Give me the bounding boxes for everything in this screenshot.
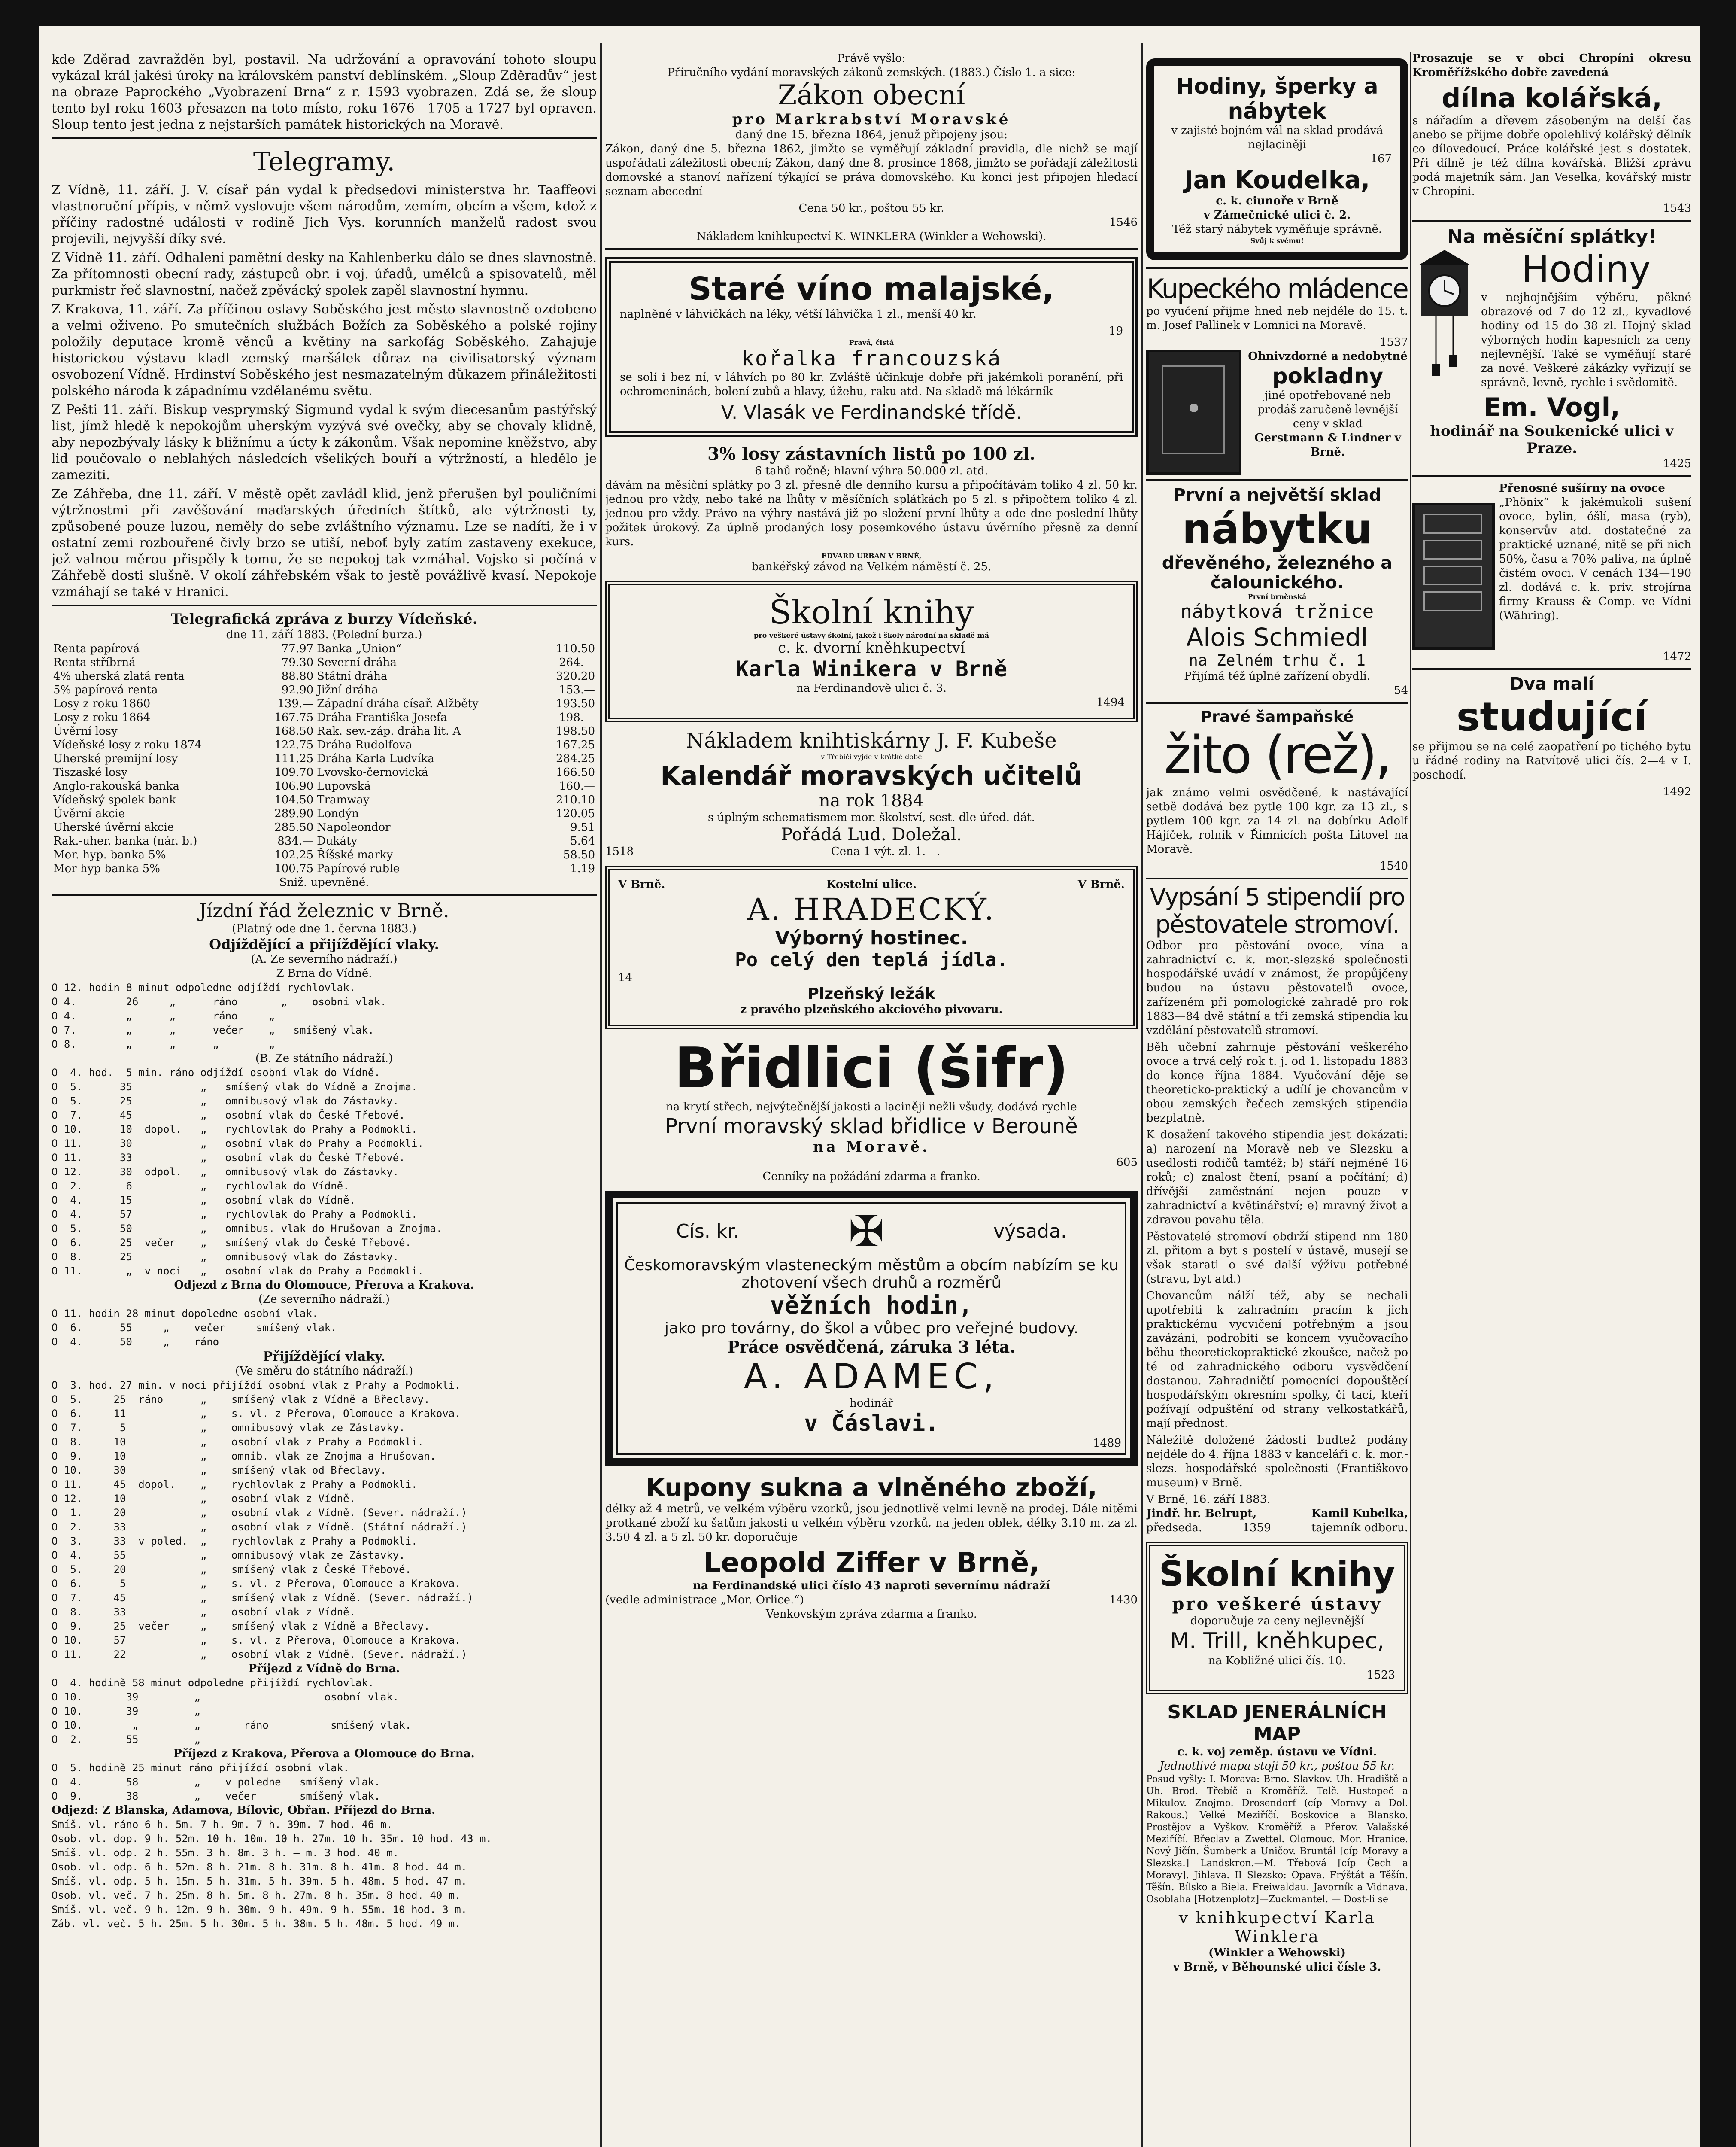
stipend-signature-2: Kamil Kubelka, (1311, 1507, 1408, 1520)
cloth-firm: Leopold Ziffer v Brně, (703, 1547, 1040, 1579)
rail-timetable: O 5. hodině 25 minut ráno přijíždí osobní vlak. O 4. 58 „ v poledne smíšený vlak. O 9. 38 „ večer smíšený vlak. (52, 1762, 380, 1802)
dryer-text: „Phönix“ k jakémukoli sušení ovoce, bylin, óšlí, masa (ryb), konservův atd. dostatečné za praktické uznané, nitě se při nich 50%, času a 70% paliva, na úplně čistém ovoci. V cenách 134—190 zl. dodává c. k. priv. strojírna firmy Krauss & Comp. ve Vídni (Währing). (1499, 496, 1691, 622)
exchange-name: 4% uherská zlatá renta (53, 670, 185, 683)
exchange-row (52, 642, 597, 656)
bonds-firm: EDVARD URBAN V BRNĚ, (821, 552, 922, 560)
rail-direction: Odjezd z Brna do Olomouce, Přerova a Krakova. (174, 1279, 474, 1292)
workshop-number: 1543 (1663, 202, 1691, 215)
zakon-line: Příručního vydání moravských zákonů zemských. (1883.) Číslo 1. a sice: (667, 66, 1076, 79)
exchange-value: 193.50 (556, 697, 595, 710)
bonds-address: bankéřský závod na Velkém náměstí č. 25. (751, 560, 992, 573)
hradecky-mid: Kostelní ulice. (826, 878, 917, 891)
stipend-roles (1146, 1521, 1408, 1535)
trill-name: M. Trill, kněhkupec, (1170, 1628, 1384, 1654)
tower-text: Českomoravským vlasteneckým městům a obcím nabízím se ku zhotovení všech druhů a rozměrů (624, 1256, 1119, 1292)
rail-direction: Z Brna do Vídně. (276, 967, 372, 980)
zakon-number: 1546 (1109, 216, 1138, 229)
exchange-name: Rak.-uher. banka (nár. b.) (53, 835, 197, 848)
stipend-signature-1: Jindř. hr. Belrupt, (1146, 1507, 1257, 1520)
trill-title: Školní knihy (1159, 1554, 1395, 1594)
workshop-text: s nářadím a dřevem zásobeným na delší čas anebo se přijme dobře opolehlivý kolářský dělník co dílovedoucí. Práce kolářské jest s dostatek. Při dílně je též dílna kovářská. Bližší zprávu podá majetník sám. Jan Veselka, kovářský mistr v Chropíni. (1412, 114, 1691, 198)
koudelka-end: Svůj k svému! (1250, 237, 1304, 245)
ad-school-books (605, 581, 1138, 722)
newspaper-page (39, 26, 1700, 2147)
exchange-name: Mor hyp banka 5% (53, 862, 160, 875)
clocks-title: Hodiny (1521, 248, 1651, 291)
exchange-value: 320.20 (556, 670, 595, 683)
slate-title: Břidlici (šifr) (674, 1035, 1069, 1101)
exchange-name: Uherské premijní losy (53, 752, 178, 765)
school-books-text: pro veškeré ústavy školní, jakož i školy národní na skladě má (754, 631, 989, 639)
safes-text-block (1247, 350, 1408, 475)
exchange-value: 285.50 (274, 821, 314, 834)
exchange-row (52, 752, 597, 766)
calendar-text: s úplným schematismem mor. školství, sest. dle úřed. dát. (708, 811, 1035, 824)
cuckoo-clock-icon (1412, 248, 1477, 377)
exchange-name: Lvovsko-černovická (317, 766, 428, 779)
maps-title: SKLAD JENERÁLNÍCH MAP (1167, 1701, 1387, 1745)
exchange-value: 834.— (277, 835, 314, 848)
dryer-head: Přenosné sušírny na ovoce (1499, 482, 1665, 495)
exchange-value: 167.75 (274, 711, 314, 724)
tower-job: hodinář (849, 1397, 894, 1410)
maps-firm: v knihkupectví Karla Winklera (1178, 1908, 1376, 1946)
column-4 (1412, 52, 1691, 2147)
stipend-role-1: předseda. (1146, 1521, 1202, 1534)
cloth-number: 1430 (1109, 1594, 1138, 1606)
dryer-icon (1412, 503, 1495, 650)
exchange-name: Dráha Františka Josefa (317, 711, 447, 724)
school-books-address: na Ferdinandově ulici č. 3. (796, 682, 947, 695)
exchange-value: 120.05 (556, 807, 595, 820)
exchange-name: Anglo-rakouská banka (53, 780, 180, 793)
rye-number: 1540 (1379, 860, 1408, 873)
zakon-date: daný dne 15. března 1864, jenuž připojeny jsou: (735, 128, 1008, 141)
divider (1146, 702, 1408, 704)
telegram-item: Z Pešti 11. září. Biskup vesprymský Sigmund vydal k svým diecesanům pastýřský list, jímž hledě k nepokojům uherským vyzývá své ovečky, aby se chovaly klidně, aby nepozbývaly lásky k bližnímu a úcty k zákonům. Však nepomine kněžstvo, aby lid poučovalo o neblahých následcích všelikých bouří a výtržností, a hledělo je zameziti. (52, 402, 597, 483)
zakon-subtitle: pro Markrabství Moravské (732, 111, 1011, 128)
exchange-value: 122.75 (274, 739, 314, 751)
divider (1412, 475, 1691, 477)
telegram-item: Ze Záhřeba, dne 11. září. V městě opět zavládl klid, jenž přerušen byl pouličními výtržnostmi při zavěšování maďarských úředních štítků, ale výtržnosti ty, způsobené pouze luzou, neměly do sebe zvláštního významu. Lze se nadíti, že i v ostatní zemi rozbouřené čivly brzo se utiší, neboť byly zatím zastaveny exekuce, jež valnou měrou přispěly k tomu, že se nepokoj tak vzmáhal. Vojsko si počíná v Záhřebě dosti slušně. V okolí záhřebském však to jestě povážlivě kvasí. Nepokoje vzmáhají se také v Hranici. (52, 487, 597, 599)
zakon-price: Cena 50 kr., poštou 55 kr. (798, 202, 944, 215)
exchange-row (52, 738, 597, 752)
telegrams-heading: Telegramy. (253, 147, 395, 177)
school-books-number: 1494 (1096, 696, 1125, 709)
exchange-value: 109.70 (274, 766, 314, 779)
exchange-row (52, 793, 597, 807)
exchange-row (52, 697, 597, 711)
telegram-item: Z Vídně 11. září. Odhalení pamětní desky na Kahlenberku dálo se dnes slavnostně. Za přítomnosti obecní rady, zástupců obr. i voj. úřadů, umělců a spisovatelů, měl purkmistr řeč slavnostní, načež zpěvácký spolek zapěl slavnostní hymnu. (52, 250, 597, 298)
exchange-row (52, 711, 597, 724)
exchange-row (52, 656, 597, 669)
hradecky-left: V Brně. (618, 878, 665, 891)
exchange-row (52, 862, 597, 876)
students-head: Dva malí (1509, 674, 1594, 694)
exchange-value: 88.80 (281, 670, 314, 683)
wine-number: 19 (1108, 325, 1123, 338)
exchange-row (52, 724, 597, 738)
exchange-name: Severní dráha (317, 656, 397, 669)
dryer-number: 1472 (1663, 650, 1691, 663)
furniture-subtitle-3: nábytková tržnice (1180, 601, 1374, 623)
exchange-value: 104.50 (274, 794, 314, 806)
koudelka-address-2: v Zámečnické ulici č. 2. (1203, 209, 1351, 222)
stipend-number: 1359 (1242, 1521, 1271, 1534)
zakon-publisher: Nákladem knihkupectví K. WINKLERA (Winkler a Wehowski). (696, 230, 1047, 243)
safes-title: pokladny (1272, 364, 1384, 389)
furniture-firm: Alois Schmiedl (1186, 623, 1368, 652)
hradecky-number: 14 (618, 971, 633, 984)
eagle-icon: ✠ (848, 1206, 885, 1256)
ad-safes (1146, 350, 1408, 475)
rail-timetable: O 4. hodině 58 minut odpoledne přijíždí rychlovlak. O 10. 39 „ osobní vlak. O 10. 39 „ O 10. „ „ ráno smíšený vlak. O 2. 55 „ (52, 1677, 412, 1746)
rail-direction: (A. Ze severního nádraží.) (251, 953, 398, 966)
furniture-title: nábytku (1182, 505, 1372, 553)
exchange-value: 9.51 (570, 821, 595, 834)
safes-text: jiné opotřebované neb prodáš zaručeně levnější ceny v sklad (1257, 389, 1398, 430)
trill-text: doporučuje za ceny nejlevnější (1190, 1615, 1364, 1627)
exchange-value: 153.— (559, 684, 595, 696)
stipend-paragraph: Pěstovatelé stromoví obdrží stipend nm 180 zl. přitom a byt s postelí v ústavě, musejí se však starati o své další výživu potřebné (stravu, byt atd.) (1146, 1230, 1408, 1286)
koudelka-address: c. k. ciunoře v Brně (1216, 195, 1338, 207)
stipend-paragraph: Odbor pro pěstování ovoce, vína a zahradnictví c. k. mor.-slezské společnosti hospodářské uvádí v známost, že propůjčeny budou na ústavu pěstovatelů ovoce, zařízeném při pomologické zahradě pro rok 1883—84 dvě státní a tři zemská stipendia ku vzdělání pěstovatelů stromoví. (1146, 939, 1408, 1037)
rye-title: žito (rež), (1164, 726, 1390, 785)
cloth-footer (605, 1593, 1138, 1607)
clocks-text: v nejhojnějším výběru, pěkné obrazové od 7 do 12 zl., kyvadlové hodiny od 15 do 38 zl. Hojný sklad výborných hodin kapesních za ceny nejlevnější. Také se vyměňují staré za nové. Veškeré zákázky vyřizují se správně, levně, rychle i svědomitě. (1481, 291, 1691, 389)
tower-name: A. ADAMEC, (744, 1356, 999, 1396)
slate-text: na krytí střech, nejvýtečnější jakosti a laciněji nežli všudy, dodává rychle (666, 1101, 1077, 1113)
rail-timetable: O 4. hod. 5 min. ráno odjíždí osobní vlak do Vídně. O 5. 35 „ smíšený vlak do Vídně a Znojma. O 5. 25 „ omnibusový vlak do Zástavky. O 7. 45 „ osobní vlak do České Třebové. O 10. 10 dopol. „ rychlovlak do Prahy a Podmokli. O 11. 30 „ osobní vlak do Prahy a Podmokli. O 11. 33 „ osobní vlak do České Třebové. O 12. 30 odpol. „ omnibusový vlak do Zástavky. O 2. 6 „ rychlovlak do Vídně. O 4. 15 „ osobní vlak do Vídně. O 4. 57 „ rychlovlak do Prahy a Podmokli. O 5. 50 „ omnibus. vlak do Hrušovan a Znojma. O 6. 25 večer „ smíšený vlak do České Třebové. O 8. 25 „ omnibusový vlak do Zástavky. O 11. „ v noci „ osobní vlak do Prahy a Podmokli. (52, 1067, 443, 1277)
rail-direction: Příjezd z Vídně do Brna. (248, 1662, 400, 1675)
bonds-subtitle: 6 tahů ročně; hlavní výhra 50.000 zl. atd. (755, 465, 988, 477)
exchange-row (52, 779, 597, 793)
exchange-value: 167.25 (556, 739, 595, 751)
wine-title: Staré víno malajské, (689, 271, 1054, 307)
tower-right: výsada. (993, 1220, 1067, 1242)
exchange-value: 1.19 (570, 862, 595, 875)
rail-subheading: Odjíždějící a přijíždějící vlaky. (209, 936, 439, 952)
calendar-publisher: Nákladem knihtiskárny J. F. Kubeše (686, 729, 1057, 753)
safe-icon (1146, 350, 1241, 475)
exchange-value: 111.25 (274, 752, 314, 765)
exchange-value: 289.90 (274, 807, 314, 820)
tower-text-3: Práce osvědčená, záruka 3 léta. (727, 1337, 1016, 1356)
exchange-value: 5.64 (570, 835, 595, 848)
furniture-subtitle: dřevěného, železného a čalounického. (1162, 553, 1393, 593)
slate-prices: Cenníky na požádání zdarma a franko. (762, 1170, 980, 1183)
divider (52, 605, 597, 606)
hradecky-header (618, 878, 1125, 892)
exchange-name: Renta papírová (53, 642, 140, 655)
exchange-value: 264.— (559, 656, 595, 669)
wine-text: naplněné v láhvičkách na léky, větší láhvička 1 zl., menší 40 kr. (620, 308, 977, 321)
exchange-value: 102.25 (274, 848, 314, 861)
hradecky-text: Po celý den teplá jídla. (735, 949, 1008, 971)
rail-timetable: Smíš. vl. ráno 6 h. 5m. 7 h. 9m. 7 h. 39m. 7 hod. 46 m. Osob. vl. dop. 9 h. 52m. 10 h. 10m. 10 h. 27m. 10 h. 35m. 10 hod. 43 m. Smíš. vl. odp. 2 h. 55m. 3 h. 8m. 3 h. — m. 3 hod. 40 m. Osob. vl. odp. 6 h. 52m. 8 h. 21m. 8 h. 31m. 8 h. 41m. 8 hod. 44 m. Smíš. vl. odp. 5 h. 15m. 5 h. 31m. 5 h. 39m. 5 h. 48m. 5 hod. 47 m. Osob. vl. več. 7 h. 25m. 8 h. 5m. 8 h. 27m. 8 h. 35m. 8 hod. 40 m. Smíš. vl. več. 9 h. 12m. 9 h. 30m. 9 h. 49m. 9 h. 55m. 10 hod. 3 m. Záb. vl. več. 5 h. 25m. 5 h. 30m. 5 h. 38m. 5 h. 48m. 5 hod. 49 m. (52, 1819, 492, 1930)
students-number: 1492 (1663, 785, 1691, 798)
trill-subtitle: pro veškeré ústavy (1172, 1594, 1382, 1614)
calendar-editor: Pořádá Lud. Doležal. (781, 825, 962, 845)
exchange-name: Úvěrní akcie (53, 807, 125, 820)
exchange-name: Renta stříbrná (53, 656, 136, 669)
exchange-value: 284.25 (556, 752, 595, 765)
stipend-paragraph: Běh učební zahrnuje pěstování veškerého ovoce a trvá celý rok t. j. od 1. listopadu 1883 do konce října 1884. Vyučování děje se theoreticko-praktický a udílí je chovancům v obou zemských řečech zemských stipendia bezplatně. (1146, 1041, 1408, 1125)
exchange-value: 198.50 (556, 725, 595, 738)
rye-head: Pravé šampaňské (1200, 708, 1354, 726)
column-rule (1410, 52, 1411, 2147)
dryer-ad (1412, 481, 1691, 650)
column-3 (1146, 52, 1408, 2147)
tower-left: Cís. kr. (676, 1220, 740, 1242)
calendar-price: Cena 1 výt. zl. 1.—. (831, 845, 941, 858)
divider (1146, 479, 1408, 481)
cloth-text: délky až 4 metrů, ve velkém výběru vzorků, jsou jednotlivě velmi levně na prodej. Dále nitěmi protkané zboží ku šatům jakosti u velkém výběru vzorků, na jeden oblek, délky 3.10 m. za zl. 3.50 4 zl. a 5 zl. 50 kr. doporučuje (605, 1502, 1138, 1544)
koudelka-text: v zajisté bojném vál na sklad prodává nejlaciněji (1171, 124, 1383, 151)
exchange-name: Uherské úvěrní akcie (53, 821, 174, 834)
maps-firm-2: (Winkler a Wehowski) (1208, 1946, 1346, 1959)
column-1 (52, 52, 597, 2147)
maps-subtitle: c. k. voj zeměp. ústavu ve Vídni. (1177, 1746, 1377, 1758)
exchange-value: 92.90 (281, 684, 314, 696)
students-title: studující (1456, 694, 1648, 740)
ad-wine (605, 257, 1138, 437)
rail-direction: (B. Ze státního nádraží.) (255, 1052, 393, 1065)
exchange-name: Západní dráha císař. Alžběty (317, 697, 479, 710)
exchange-name: Dráha Rudolfova (317, 739, 412, 751)
exchange-row (52, 766, 597, 779)
slate-place: na Moravě. (813, 1138, 930, 1156)
exchange-value: 210.10 (556, 794, 595, 806)
ad-koudelka (1146, 58, 1408, 260)
rye-text: jak známo velmi osvědčené, k nastávající setbě dodává bez pytle 100 kgr. za 13 zl., s pytlem 100 kgr. za 14 zl. na dobírku Adolf Hájíček, rolník v Římnicích pošta Litovel na Moravě. (1146, 786, 1408, 856)
rail-valid: (Platný ode dne 1. června 1883.) (232, 922, 416, 935)
telegram-item: Z Krakova, 11. září. Za příčinou oslavy Soběského jest město slavnostně ozdobeno a velmi oživeno. Po smutečních službách Božích za Soběského a polské rojiny položily deputace kromě věnců a květiny na sarkofág Soběského. Zahajuje historickou výstavu kladl zemský maršálek důraz na civilisatorský význam osvobození Vídně. Hrdinství Soběského jest nesmazatelným důkazem přináležitosti polského národa k západnímu vzdělanému světu. (52, 302, 597, 398)
stipend-role-2: tajemník odboru. (1311, 1521, 1408, 1534)
ad-tower-clocks (605, 1191, 1138, 1466)
bonds-title: 3% losy zástavních listů po 100 zl. (707, 444, 1035, 464)
divider (1412, 220, 1691, 222)
calendar-footer (605, 845, 1138, 859)
cloth-address: na Ferdinandské ulici číslo 43 naproti severnímu nádraží (692, 1579, 1050, 1592)
clocks-text-block (1481, 248, 1691, 392)
stipend-title: Vypsání 5 stipendií pro pěstovatele stromoví. (1150, 883, 1405, 939)
safes-head: Ohnivzdorné a nedobytné (1248, 350, 1408, 363)
calendar-year: na rok 1884 (819, 791, 924, 811)
telegram-item: Z Vídně, 11. září. J. V. císař pán vydal k předsedovi ministerstva hr. Taaffeovi vlastnoruční přípis, v němž vyslovuje všem národům, zemím, obcím a všem, kdož z příčiny radostné události v rodině Jich Vys. korunních manželů radost svou projevili, nejvyšší díky své. (52, 182, 597, 246)
koudelka-title: Hodiny, šperky a nábytek (1176, 74, 1378, 124)
divider (52, 137, 597, 139)
exchange-name: Jižní dráha (317, 684, 378, 696)
exchange-row (52, 821, 597, 834)
exchange-value: 106.90 (274, 780, 314, 793)
exchange-name: Státní dráha (317, 670, 388, 683)
koudelka-number: 167 (1370, 152, 1392, 165)
rail-direction: (Ze severního nádraží.) (258, 1293, 390, 1306)
exchange-value: 160.— (559, 780, 595, 793)
rail-timetable: O 12. hodin 8 minut odpoledne odjíždí rychlovlak. O 4. 26 „ ráno „ osobní vlak. O 4. „ „ ráno „ O 7. „ „ večer „ smíšený vlak. O 8. „ „ „ „ (52, 982, 387, 1050)
hradecky-right: V Brně. (1077, 878, 1125, 891)
exchange-name: Losy z roku 1860 (53, 697, 151, 710)
divider (1146, 878, 1408, 879)
apprentice-text: po vyučení přijme hned neb nejdéle do 15. t. m. Josef Pallinek v Lomnici na Moravě. (1146, 305, 1408, 332)
exchange-value: 110.50 (556, 642, 595, 655)
apprentice-number: 1537 (1379, 336, 1408, 349)
furniture-number: 54 (1393, 684, 1408, 697)
exchange-value: 77.97 (281, 642, 314, 655)
intro-paragraph: kde Zděrad zavražděn byl, postavil. Na udržování a opravování tohoto sloupu vykázal král jakési úroky na královském panství deblínském. „Sloup Zděradův“ jest na obraze Paprockého „Vyobrazení Brna“ z r. 1593 vyobrazen. Zdá se, že sloup tento byl roku 1603 přesazen na toto místo, roku 1676—1705 a 1727 byl opraven. Sloup tento jest jedna z nejstarších památek historických na Moravě. (52, 52, 597, 132)
cloth-end: Venkovským zpráva zdarma a franko. (765, 1608, 977, 1621)
divider (52, 894, 597, 896)
exchange-value: 58.50 (563, 848, 595, 861)
cloth-address-2: (vedle administrace „Mor. Orlice.“) (605, 1594, 804, 1606)
exchange-name: Tramway (317, 794, 370, 806)
workshop-title: dílna kolářská, (1442, 82, 1662, 114)
exchange-row (52, 834, 597, 848)
stipend-date: V Brně, 16. září 1883. (1146, 1493, 1271, 1506)
exchange-name: Rak. sev.-záp. dráha lit. A (317, 725, 461, 738)
column-2 (605, 52, 1138, 2147)
furniture-head: První a největší sklad (1173, 485, 1381, 505)
tower-header (622, 1206, 1121, 1256)
stipend-paragraph: K dosažení takového stipendia jest dokázati: a) narození na Moravě neb ve Slezsku a usedlosti rodičů tamtéž; b) stáří nejméně 16 roků; c) znalost čtení, psaní a počítání; d) dřívější zaměstnání nejen pouze v zahradnictví a květinářství; e) mravný život a zdravou povahu těla. (1146, 1128, 1408, 1226)
clocks-job: hodinář na Soukenické ulici v Praze. (1430, 423, 1674, 457)
apprentice-title: Kupeckého mládence (1147, 273, 1408, 304)
exchange-name: Říšské marky (317, 848, 393, 861)
exchange-name: Vídeňské losy z roku 1874 (53, 739, 202, 751)
exchange-name: Papírové ruble (317, 862, 400, 875)
maps-price: Jednotlivé mapa stojí 50 kr., poštou 55 kr. (1159, 1760, 1395, 1773)
exchange-name: Úvěrní losy (53, 725, 118, 738)
zakon-pre: Právě vyšlo: (837, 52, 906, 65)
exchange-heading: Telegrafická zpráva z burzy Vídeňské. (170, 611, 478, 628)
exchange-value: 198.— (559, 711, 595, 724)
workshop-top: Prosazuje se v obci Chropíni okresu Kroměřížského dobře zavedená (1412, 52, 1691, 79)
stipend-paragraph: Náležitě doložené žádosti budtež podány nejdéle do 4. října 1883 v kanceláři c. k. mor.-slezs. hospodářské společnosti (Františkovo museum) v Brně. (1146, 1434, 1408, 1489)
koudelka-text-2: Též starý nábytek vyměňuje správně. (1172, 223, 1382, 236)
hradecky-name: A. HRADECKÝ. (747, 892, 995, 927)
exchange-name: Banka „Union“ (317, 642, 402, 655)
exchange-name: Lupovská (317, 780, 371, 793)
hradecky-subtitle: Výborný hostinec. (775, 927, 968, 949)
exchange-name: Londýn (317, 807, 359, 820)
divider (605, 248, 1138, 250)
clocks-head: Na měsíční splátky! (1447, 226, 1657, 248)
rail-direction: Příjezd z Krakova, Přerova a Olomouce do Brna. (173, 1747, 475, 1760)
exchange-name: Vídeňský spolek bank (53, 794, 176, 806)
brandy-text: se solí i bez ní, v láhvích po 80 kr. Zvláště účinkuje dobře při jakémkoli poranění, při ochromeninách, bolení zubů a hlavy, úžehu, raku atd. Na skladě má lékárník (620, 371, 1123, 398)
exchange-row (52, 669, 597, 683)
trill-number: 1523 (1366, 1669, 1395, 1682)
hradecky-beer-text: z pravého plzeňského akciového pivovaru. (740, 1003, 1003, 1016)
zakon-title: Zákon obecní (777, 79, 965, 111)
furniture-subtitle-2: První brněnská (1247, 593, 1307, 601)
exchange-name: Dukáty (317, 835, 358, 848)
zakon-text: Zákon, daný dne 5. března 1862, jimžto se vyměřují základní pravidla, dle nichž se mají uspořádati záležitosti obecní; Zákon, daný dne 8. prosince 1868, jimžto se pořádají záležitosti domovské a stanoví nařízení týkající se práva domovského. Ku konci jest připojen hledací seznam abecední (605, 143, 1138, 198)
tower-town: v Čáslavi. (804, 1411, 939, 1436)
exchange-name: Tiszaské losy (53, 766, 127, 779)
slate-firm: První moravský sklad břidlice v Berouně (665, 1114, 1078, 1138)
furniture-address: na Zelném trhu č. 1 (1189, 652, 1366, 669)
bonds-text: dávám na měsíční splátky po 3 zl. přesně dle denního kursu a připočítávám toliko 4 zl. 50 kr. jednou pro vždy, nebo také na lhůty v měsíčních splátkách po 5 zl. s připočtem toliko 4 zl. jednou pro vždy. Právo na výhry nastává již po složení první lhůty a ode dne poslední lhůty požitek úrokový. Za úplně prodaných losy posemkového ústavu úvěrního přesně za denní kurs. (605, 479, 1138, 548)
brandy-title: kořalka francouzská (741, 347, 1002, 371)
calendar-publisher-line: v Třebíči vyjde v krátké době (821, 753, 922, 761)
calendar-title: Kalendář moravských učitelů (660, 761, 1083, 791)
dryer-text-block (1499, 481, 1691, 650)
exchange-name: Napoleondor (317, 821, 391, 834)
students-text: se přijmou se na celé zaopatření po tichého bytu u řádné rodiny na Ratvítově ulici čís. 2—4 v I. poschodí. (1412, 740, 1691, 782)
rail-heading: Jízdní řád železnic v Brně. (199, 900, 449, 922)
clocks-number: 1425 (1663, 457, 1691, 470)
exchange-row (52, 848, 597, 862)
divider (1146, 267, 1408, 269)
tower-text-2: jako pro továrny, do škol a vůbec pro veřejné budovy. (665, 1320, 1078, 1337)
school-books-firm: c. k. dvorní kněhkupectví (778, 639, 965, 657)
exchange-table (52, 642, 597, 876)
rail-timetable: O 11. hodin 28 minut dopoledne osobní vlak. O 6. 55 „ večer smíšený vlak. O 4. 50 „ ráno (52, 1308, 337, 1348)
divider (1412, 668, 1691, 670)
exchange-name: Losy z roku 1864 (53, 711, 151, 724)
rail-arrivals-heading: Přijíždějící vlaky. (263, 1349, 385, 1364)
stipend-signatures (1146, 1507, 1408, 1521)
column-rule (600, 43, 602, 2147)
pharmacist: V. Vlasák ve Ferdinandské třídě. (721, 401, 1022, 423)
exchange-note: Sniž. upevněné. (279, 876, 369, 889)
exchange-name: Mor. hyp. banka 5% (53, 848, 166, 861)
maps-address: v Brně, v Běhounské ulici čísle 3. (1173, 1961, 1381, 1974)
exchange-name: Dráha Karla Ludvíka (317, 752, 434, 765)
calendar-number: 1518 (605, 845, 634, 858)
rail-direction: Odjezd: Z Blanska, Adamova, Bílovic, Obřan. Příjezd do Brna. (52, 1804, 436, 1817)
stipend-paragraph: Chovancům nálží též, aby se nechali upotřebiti k zahradním pracím k jich praktickému vycvičení potřebným a jsou zavázáni, podrobiti se koncem vyučovacího běhu theoretickopraktické zkoušce, načež po té od zahradnického odboru vysvědčení dostanou. Zahradničtí pomocníci dopouštěcí hospodářským okresním spolky, či tací, kteří požívají odpuštění od strany velkostatkářů, mají přednost. (1146, 1289, 1408, 1430)
cloth-title: Kupony sukna a vlněného zboží, (646, 1473, 1097, 1502)
tower-title: věžních hodin, (770, 1292, 973, 1320)
column-rule (1141, 43, 1143, 2147)
safes-firm: Gerstmann & Lindner v Brně. (1254, 432, 1401, 459)
school-books-firm-name: Karla Winikera v Brně (735, 657, 1008, 681)
ad-hradecky (605, 866, 1138, 1029)
exchange-value: 79.30 (281, 656, 314, 669)
exchange-value: 166.50 (556, 766, 595, 779)
rail-timetable: O 3. hod. 27 min. v noci přijíždí osobní vlak z Prahy a Podmokli. O 5. 25 ráno „ smíšený vlak z Vídně a Břeclavy. O 6. 11 „ s. vl. z Přerova, Olomouce a Krakova. O 7. 5 „ omnibusový vlak ze Zástavky. O 8. 10 „ osobní vlak z Prahy a Podmokli. O 9. 10 „ omnib. vlak ze Znojma a Hrušovan. O 10. 30 „ smíšený vlak od Břeclavy. O 11. 45 dopol. „ rychlovlak z Prahy a Podmokli. O 12. 10 „ osobní vlak z Vídně. O 1. 20 „ osobní vlak z Vídně. (Sever. nádraží.) O 2. 33 „ osobní vlak z Vídně. (Státní nádraží.) O 3. 33 v poled. „ rychlovlak z Prahy a Podmokli. O 4. 55 „ omnibusový vlak ze Zástavky. O 5. 20 „ smíšený vlak z České Třebové. O 6. 5 „ s. vl. z Přerova, Olomouce a Krakova. O 7. 45 „ smíšený vlak z Vídně. (Sever. nádraží.) O 8. 33 „ osobní vlak z Vídně. O 9. 25 večer „ smíšený vlak z Vídně a Břeclavy. O 10. 57 „ s. vl. z Přerova, Olomouce a Krakova. O 11. 22 „ osobní vlak z Vídně. (Sever. nádraží.) (52, 1379, 473, 1660)
slate-number: 605 (1116, 1156, 1138, 1169)
tower-number: 1489 (1093, 1437, 1121, 1450)
exchange-value: 168.50 (274, 725, 314, 738)
rail-direction: (Ve směru do státního nádraží.) (235, 1365, 413, 1378)
maps-text: Posud vyšly: I. Morava: Brno. Slavkov. Uh. Hradiště a Uh. Brod. Třebíč a Kroměříž. Telč. Hustopeč a Mikulov. Znojmo. Drosendorf (cíp Moravy a Dol. Rakous.) Velké Meziříčí. Boskovice a Blansko. Prostějov a Vyškov. Kroměříž a Přerov. Valašské Meziříčí. Břeclav a Zwettel. Olomouc. Mor. Hranice. Nový Jičín. Šumberk a Uničov. Bruntál [cíp Moravy a Slezska.] Landskron.—M. Třebová [cíp Čech a Moravy]. Jihlava. II Slezsko: Opava. Frýštát a Těšín. Těšín. Bílsko a Biela. Freiwaldau. Javorník a Vidnava. Osoblaha [Hotzenplotz]—Zuckmantel. — Dost-li se (1146, 1774, 1408, 1905)
exchange-row (52, 683, 597, 697)
exchange-date: dne 11. září 1883. (Polední burza.) (226, 628, 422, 641)
furniture-text: Přijímá též úplné zařízení obydlí. (1184, 670, 1370, 683)
exchange-value: 100.75 (274, 862, 314, 875)
school-books-title: Školní knihy (769, 593, 974, 631)
koudelka-name: Jan Koudelka, (1184, 166, 1370, 194)
clocks-name: Em. Vogl, (1484, 392, 1620, 423)
exchange-value: 139.— (277, 697, 314, 710)
exchange-name: 5% papírová renta (53, 684, 158, 696)
ad-trill (1146, 1542, 1408, 1694)
wine-subtitle: Pravá, čistá (849, 338, 894, 347)
exchange-row (52, 807, 597, 821)
hradecky-beer: Plzeňský ležák (807, 985, 935, 1003)
trill-address: na Kobližné ulici čís. 10. (1208, 1654, 1346, 1667)
clocks-ad (1412, 248, 1691, 392)
